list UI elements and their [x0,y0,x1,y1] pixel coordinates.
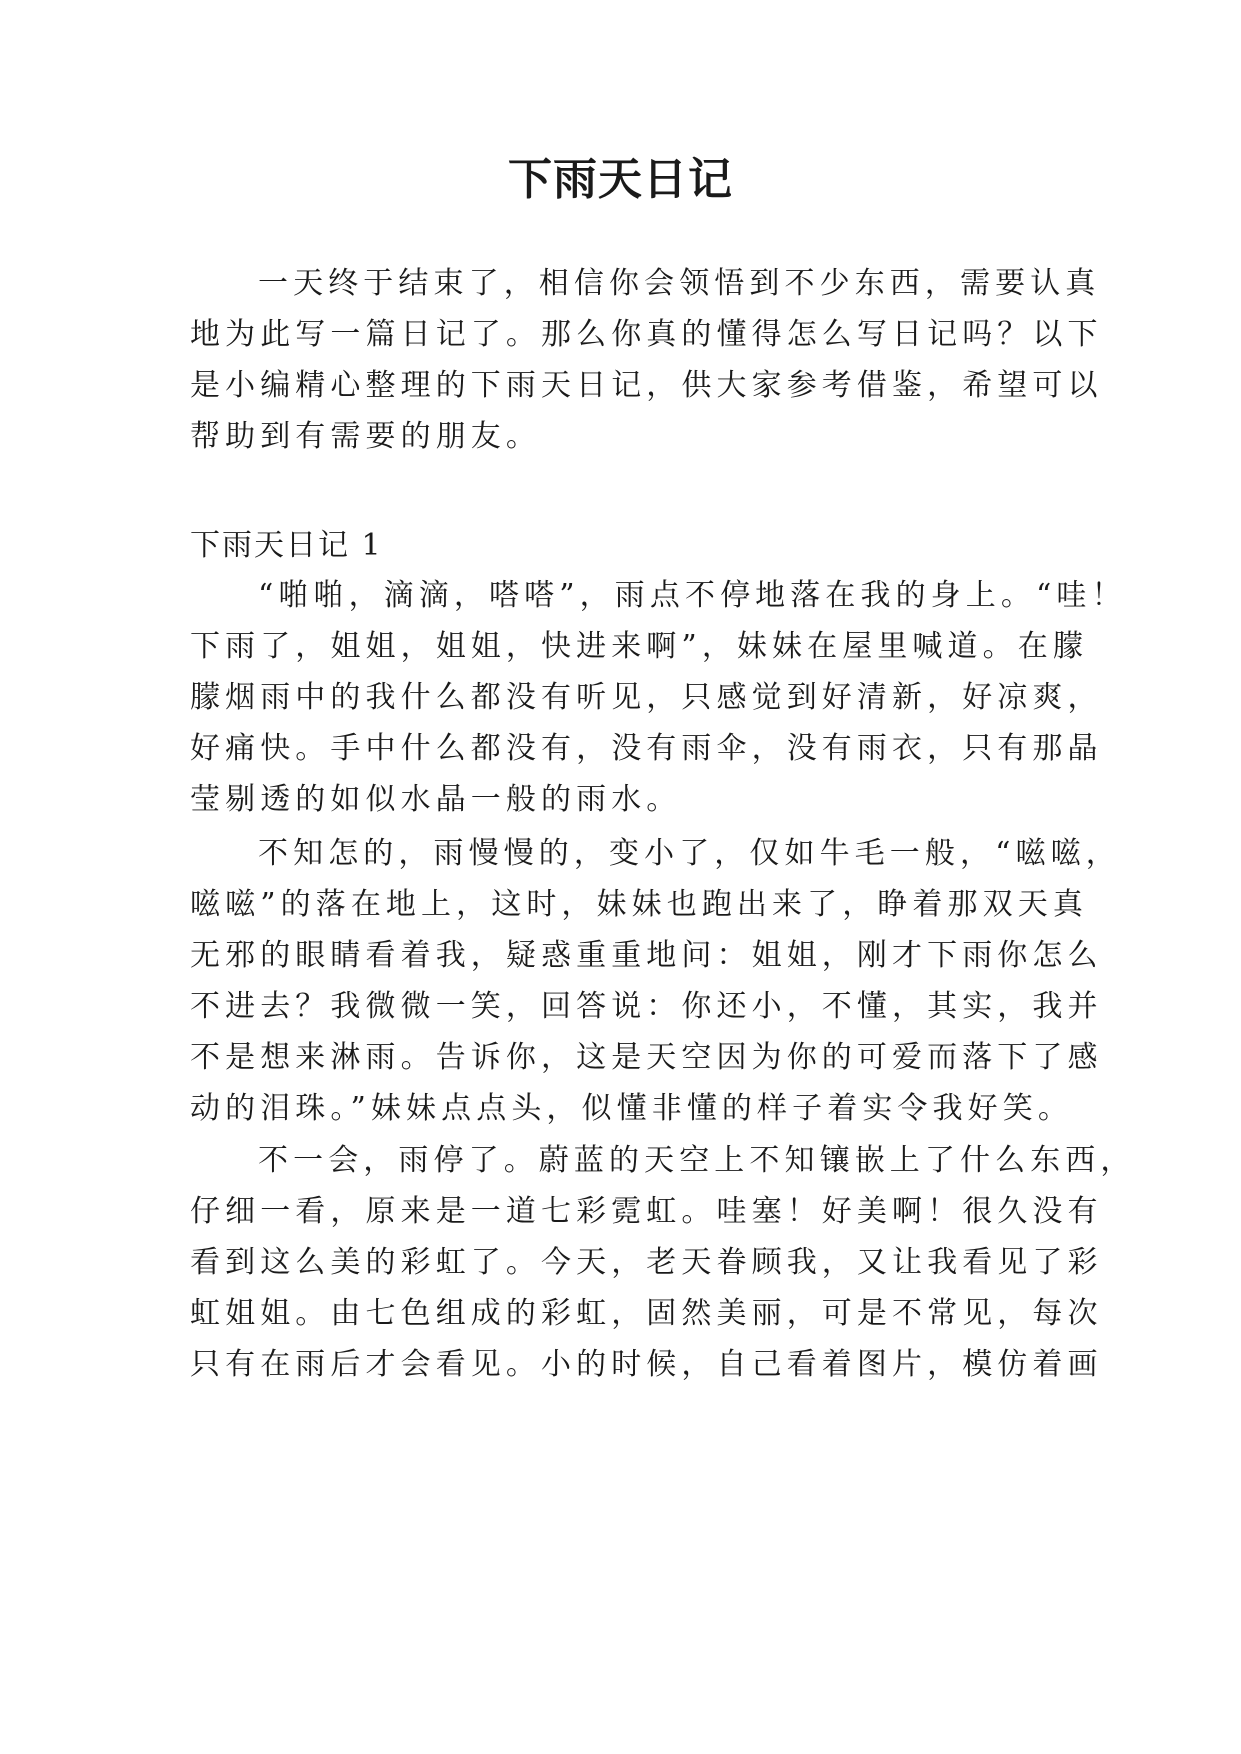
section-heading: 下雨天日记 1 [190,528,383,563]
text-line: 只有在雨后才会看见。小的时候，自己看着图片，模仿着画 [190,1347,1103,1382]
text-line: 帮助到有需要的朋友。 [190,419,541,454]
text-line: 一天终于结束了，相信你会领悟到不少东西，需要认真 [258,266,1101,301]
text-line: 莹剔透的如似水晶一般的雨水。 [190,782,682,817]
text-line: 不进去？我微微一笑，回答说：你还小，不懂，其实，我并 [190,989,1103,1024]
text-line: 不知怎的，雨慢慢的，变小了，仅如牛毛一般，“嗞嗞， [258,836,1121,871]
text-line: 下雨了，姐姐，姐姐，快进来啊”，妹妹在屋里喊道。在朦 [190,629,1088,664]
text-line: 看到这么美的彩虹了。今天，老天眷顾我，又让我看见了彩 [190,1245,1103,1280]
text-line: 虹姐姐。由七色组成的彩虹，固然美丽，可是不常见，每次 [190,1296,1103,1331]
text-line: 无邪的眼睛看着我，疑惑重重地问：姐姐，刚才下雨你怎么 [190,938,1103,973]
text-line: “啪啪，滴滴，嗒嗒”，雨点不停地落在我的身上。“哇！ [258,578,1127,613]
text-line: 不是想来淋雨。告诉你，这是天空因为你的可爱而落下了感 [190,1040,1103,1075]
text-line: 动的泪珠。”妹妹点点头，似懂非懂的样子着实令我好笑。 [190,1091,1073,1126]
text-line: 不一会，雨停了。蔚蓝的天空上不知镶嵌上了什么东西， [258,1143,1136,1178]
text-line: 地为此写一篇日记了。那么你真的懂得怎么写日记吗？以下 [190,317,1103,352]
text-line: 是小编精心整理的下雨天日记，供大家参考借鉴，希望可以 [190,368,1103,403]
document-title: 下雨天日记 [508,154,733,205]
text-line: 嗞嗞”的落在地上，这时，妹妹也跑出来了，睁着那双天真 [190,887,1088,922]
text-line: 仔细一看，原来是一道七彩霓虹。哇塞！好美啊！很久没有 [190,1194,1103,1229]
text-line: 好痛快。手中什么都没有，没有雨伞，没有雨衣，只有那晶 [190,731,1103,766]
text-line: 朦烟雨中的我什么都没有听见，只感觉到好清新，好凉爽， [190,680,1103,715]
